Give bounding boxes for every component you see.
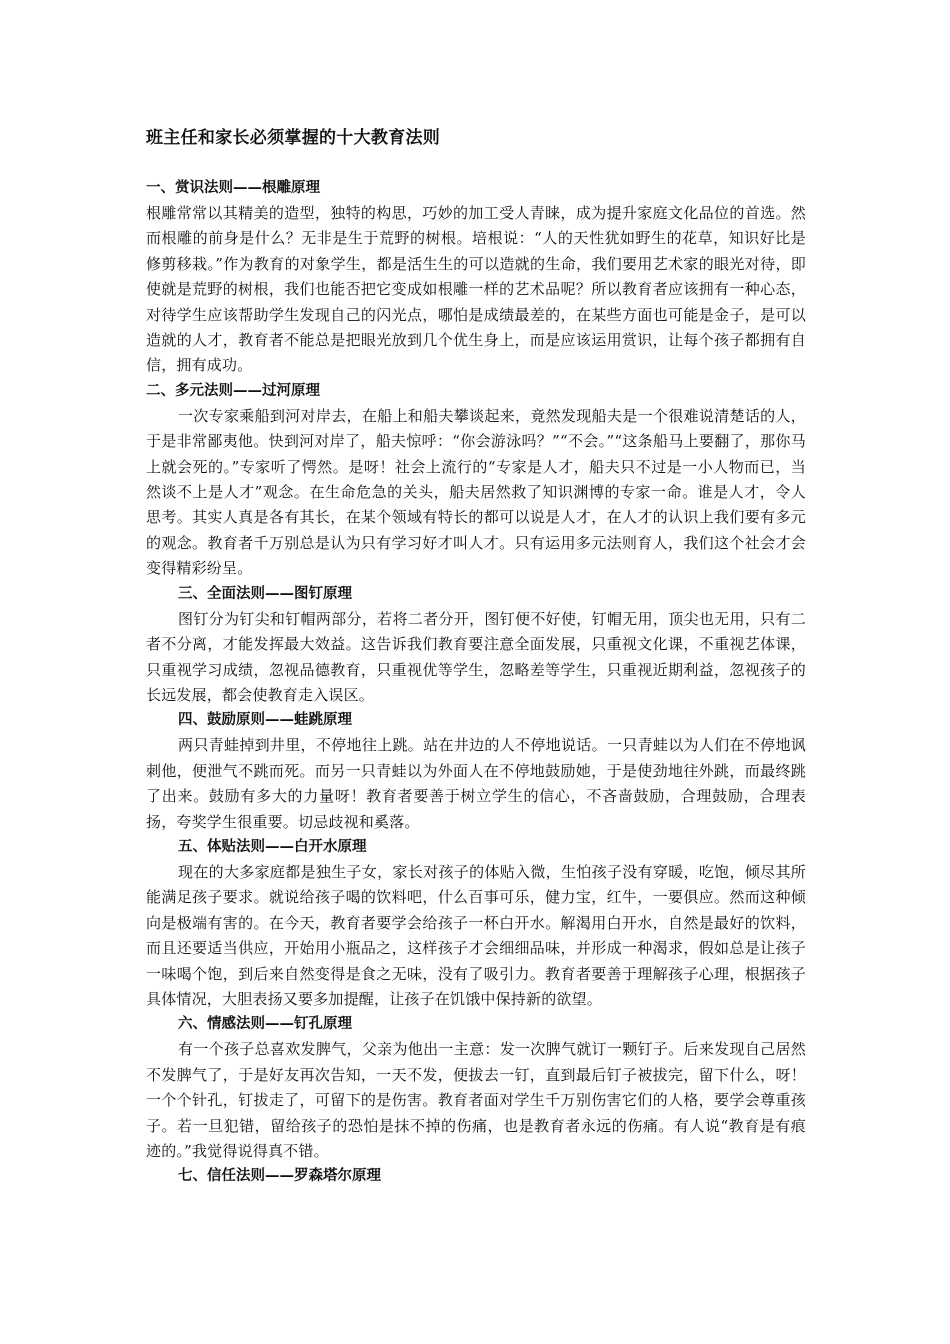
section-body-5: 现在的大多家庭都是独生子女，家长对孩子的体贴入微，生怕孩子没有穿暖，吃饱，倾尽其所能满足孩子要求。就说给孩子喝的饮料吧，什么百事可乐，健力宝，红牛，一要俱应。然而这种倾向是极端有害的。在今天，教育者要学会给孩子一杯白开水。解渴用白开水，自然是最好的饮料，而且还要适当供应，开始用小瓶品之，这样孩子才会细细品味，并形成一种渴求，假如总是让孩子一味喝个饱，到后来自然变得是食之无味，没有了吸引力。教育者要善于理解孩子心理，根据孩子具体情况，大胆表扬又要多加提醒，让孩子在饥饿中保持新的欲望。 — [146, 862, 806, 1008]
section-heading-1: 一、赏识法则——根雕原理 — [146, 180, 320, 196]
section-heading-3: 三、全面法则——图钉原理 — [178, 585, 352, 602]
section-heading-6: 六、情感法则——钉孔原理 — [178, 1016, 352, 1033]
section-body-2: 一次专家乘船到河对岸去，在船上和船夫攀谈起来，竟然发现船夫是一个很难说清楚话的人，于是非常鄙夷他。快到河对岸了，船夫惊呼：“你会游泳吗？”“不会。”“这条船马上要翻了，那你马上就会死的。”专家听了愕然。是呀！社会上流行的“专家是人才，船夫只不过是一小人物而已，当然谈不上是人才”观念。在生命危急的关头，船夫居然救了知识渊博的专家一命。谁是人才，令人思考。其实人真是各有其长，在某个领域有特长的都可以说是人才，在人才的认识上我们要有多元的观念。教育者千万别总是认为只有学习好才叫人才。只有运用多元法则育人，我们这个社会才会变得精彩纷呈。 — [146, 406, 806, 578]
section-heading-5: 五、体贴法则——白开水原理 — [178, 838, 367, 855]
section-heading-2: 二、多元法则——过河原理 — [146, 382, 320, 399]
section-heading-4: 四、鼓励原则——蛙跳原理 — [178, 712, 352, 729]
section-body-1: 根雕常常以其精美的造型，独特的构思，巧妙的加工受人青睐，成为提升家庭文化品位的首选。然而根雕的前身是什么？无非是生于荒野的树根。培根说：“人的天性犹如野生的花草，知识好比是修剪移栽。”作为教育的对象学生，都是活生生的可以造就的生命，我们要用艺术家的眼光对待，即使就是荒野的树根，我们也能否把它变成如根雕一样的艺术品呢？所以教育者应该拥有一种心态，对待学生应该帮助学生发现自己的闪光点，哪怕是成绩最差的，在某些方面也可能是金子，是可以造就的人才，教育者不能总是把眼光放到几个优生身上，而是应该运用赏识，让每个孩子都拥有自信，拥有成功。 — [146, 204, 806, 375]
section-body-3: 图钉分为钉尖和钉帽两部分，若将二者分开，图钉便不好使，钉帽无用，顶尖也无用，只有二者不分离，才能发挥最大效益。这告诉我们教育要注意全面发展，只重视文化课，不重视艺体课，只重视学习成绩，忽视品德教育，只重视优等学生，忽略差等学生，只重视近期利益，忽视孩子的长远发展，都会使教育走入误区。 — [146, 609, 806, 704]
document-title: 班主任和家长必须掌握的十大教育法则 — [146, 128, 441, 148]
section-body-4: 两只青蛙掉到井里，不停地往上跳。站在井边的人不停地说话。一只青蛙以为人们在不停地讽刺他，便泄气不跳而死。而另一只青蛙以为外面人在不停地鼓励她，于是使劲地往外跳，而最终跳了出来。鼓励有多大的力量呀！教育者要善于树立学生的信心，不吝啬鼓励，合理鼓励，合理表扬，夸奖学生很重要。切忌歧视和奚落。 — [146, 736, 806, 831]
document-page — [146, 124, 806, 1189]
section-heading-7: 七、信任法则——罗森塔尔原理 — [178, 1168, 381, 1185]
section-body-6: 有一个孩子总喜欢发脾气，父亲为他出一主意：发一次脾气就订一颗钉子。后来发现自己居然不发脾气了，于是好友再次告知，一天不发，便拔去一钉，直到最后钉子被拔完，留下什么，呀！一个个针孔，钉拔走了，可留下的是伤害。教育者面对学生千万别伤害它们的人格，要学会尊重孩子。若一旦犯错，留给孩子的恐怕是抹不掉的伤痛，也是教育者永远的伤痛。有人说“教育是有痕迹的。”我觉得说得真不错。 — [146, 1040, 806, 1160]
